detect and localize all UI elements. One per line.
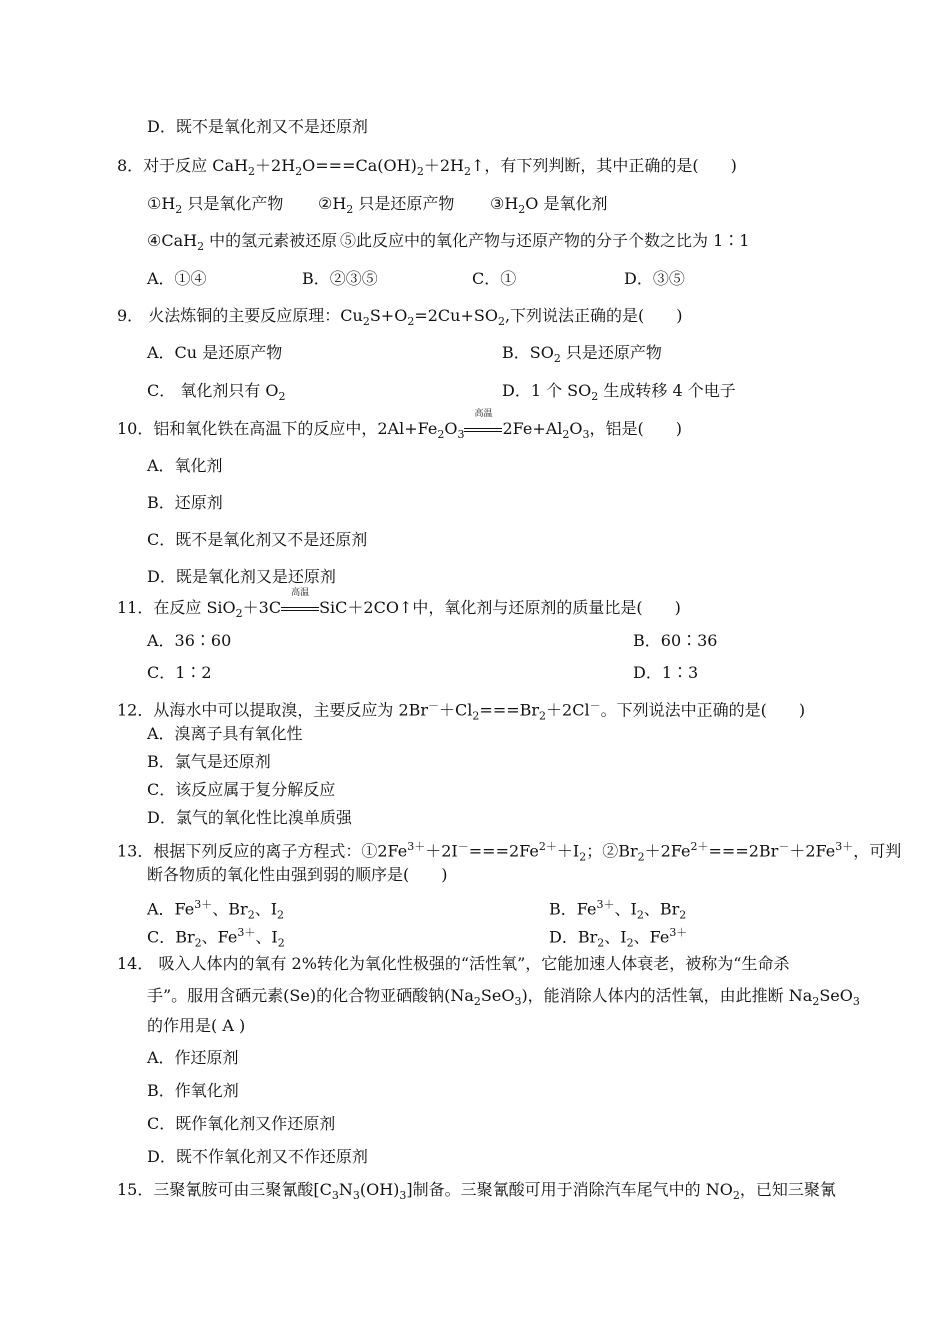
text-segment: A．Fe <box>147 899 195 919</box>
question-14-line-2 <box>147 985 860 1013</box>
subscript: 2 <box>626 936 634 950</box>
text-segment: 、 <box>255 927 272 947</box>
q14-option-a <box>147 1047 239 1069</box>
subscript: 3 <box>582 428 590 442</box>
superscript: 3＋ <box>669 926 688 939</box>
text-segment: 。下列说法中正确的是( ) <box>600 700 806 720</box>
text-segment: C．既不是氧化剂又不是还原剂 <box>147 530 368 549</box>
subscript: 2 <box>362 315 370 329</box>
q7-option-d <box>147 116 368 138</box>
q9-option-b <box>502 342 662 370</box>
text-segment: ⑤此反应中的氧化产物与还原产物的分子个数之比为 1∶1 <box>340 231 750 250</box>
q10-option-a <box>147 455 223 477</box>
subscript: 2 <box>539 709 547 723</box>
text-segment: 、 <box>614 899 631 919</box>
equals-sign <box>464 428 502 432</box>
reaction-condition: 高温 <box>291 588 310 598</box>
subscript: 2 <box>235 607 243 621</box>
q11-option-b <box>633 630 717 652</box>
q11-option-a <box>147 630 231 652</box>
text-segment: B．②③⑤ <box>302 269 378 288</box>
q8-option-c <box>472 268 516 290</box>
text-segment: O <box>444 419 458 438</box>
text-segment: A．36∶60 <box>147 631 232 650</box>
text-segment: 断各物质的氧化性由强到弱的顺序是( ) <box>147 865 448 884</box>
text-segment: C． 氧化剂只有 O <box>147 381 279 400</box>
text-segment: C．① <box>472 269 517 288</box>
text-segment: D．③⑤ <box>624 269 685 288</box>
superscript: 3＋ <box>835 840 854 853</box>
text-segment: ===2Fe <box>468 841 539 861</box>
text-segment: ③H <box>490 194 519 213</box>
text-segment: ＋2Cl <box>546 700 590 720</box>
subscript: 2 <box>472 709 480 723</box>
text-segment: 9． 火法炼铜的主要反应原理：Cu <box>117 306 363 325</box>
text-segment: I <box>271 927 278 947</box>
text-segment: D．1∶3 <box>633 663 699 682</box>
text-segment: ，可判 <box>853 841 902 861</box>
subscript: 2 <box>812 995 820 1009</box>
text-segment: O 是氧化剂 <box>525 194 608 213</box>
text-segment: A．作还原剂 <box>147 1048 239 1067</box>
q8-statement-3 <box>490 193 608 221</box>
text-segment: ，已知三聚氰 <box>739 1180 836 1199</box>
text-segment: ===2Br <box>708 841 779 861</box>
text-segment: )，能消除人体内的活性氧，由此推断 Na <box>521 986 813 1005</box>
text-segment: D．氯气的氧化性比溴单质强 <box>147 808 352 827</box>
q8-statement-4 <box>147 230 337 258</box>
subscript: 2 <box>553 352 561 366</box>
q10-option-c <box>147 529 367 551</box>
text-segment: 2Fe+Al <box>502 419 563 438</box>
text-segment: 、 <box>643 899 660 919</box>
superscript: － <box>778 840 790 853</box>
q11-option-c <box>147 662 212 684</box>
text-segment: 、 <box>254 899 271 919</box>
text-segment: A．①④ <box>147 269 207 288</box>
text-segment: I <box>630 899 637 919</box>
subscript: 2 <box>579 850 587 864</box>
subscript: 2 <box>277 908 285 922</box>
superscript: 2＋ <box>538 840 557 853</box>
subscript: 2 <box>679 908 687 922</box>
q12-option-b <box>147 751 271 773</box>
text-segment: 15．三聚氰胺可由三聚氰酸[C <box>117 1180 332 1199</box>
subscript: 3 <box>514 995 522 1009</box>
text-segment: S+O <box>369 306 408 325</box>
subscript: 2 <box>562 428 570 442</box>
text-segment: 、 <box>604 927 621 947</box>
text-segment: ＋I <box>556 841 580 861</box>
text-segment: SeO <box>480 986 515 1005</box>
subscript: 2 <box>732 1189 740 1203</box>
text-segment: C．1∶2 <box>147 663 212 682</box>
text-segment: ＋2H <box>255 156 296 175</box>
text-segment: Br <box>228 899 248 919</box>
q14-option-c <box>147 1113 335 1135</box>
subscript: 3 <box>852 995 860 1009</box>
text-segment: B．还原剂 <box>147 493 223 512</box>
text-segment: Fe <box>649 927 670 947</box>
text-segment: 8．对于反应 CaH <box>117 156 249 175</box>
subscript: 2 <box>346 203 354 217</box>
superscript: 2＋ <box>690 840 709 853</box>
q8-statement-5 <box>340 230 749 252</box>
text-segment: 只是还原产物 <box>353 194 455 213</box>
subscript: 2 <box>248 165 256 179</box>
superscript: － <box>428 699 440 712</box>
text-segment: ④CaH <box>147 231 198 250</box>
q8-option-a <box>147 268 207 290</box>
text-segment: B．60∶36 <box>633 631 718 650</box>
text-segment: ；②Br <box>586 841 638 861</box>
q9-option-c <box>147 380 286 408</box>
text-segment: O===Ca(OH) <box>302 156 417 175</box>
text-segment: A．溴离子具有氧化性 <box>147 724 303 743</box>
superscript: 3＋ <box>237 926 256 939</box>
text-segment: 13．根据下列反应的离子方程式：①2Fe <box>117 841 408 861</box>
superscript: 3＋ <box>194 898 213 911</box>
text-segment: B．作氧化剂 <box>147 1081 239 1100</box>
text-segment: B．氯气是还原剂 <box>147 752 271 771</box>
q10-option-b <box>147 492 223 514</box>
text-segment: ＋3C <box>242 598 282 617</box>
text-segment: ＋2I <box>425 841 458 861</box>
subscript: 2 <box>277 936 285 950</box>
text-segment: =2Cu+SO <box>414 306 498 325</box>
q12-option-d <box>147 807 352 829</box>
text-segment: D．Br <box>549 927 598 947</box>
text-segment: ＋2Fe <box>789 841 836 861</box>
text-segment: ，铝是( ) <box>589 419 683 438</box>
superscript: － <box>589 699 601 712</box>
subscript: 2 <box>437 428 445 442</box>
text-segment: O <box>569 419 583 438</box>
subscript: 2 <box>597 936 605 950</box>
text-segment: 、 <box>633 927 650 947</box>
subscript: 2 <box>636 908 644 922</box>
subscript: 3 <box>352 1189 360 1203</box>
text-segment: 、 <box>201 927 218 947</box>
text-segment: ＋Cl <box>439 700 473 720</box>
text-segment: C．既作氧化剂又作还原剂 <box>147 1114 336 1133</box>
subscript: 2 <box>194 936 202 950</box>
q13-option-d <box>549 922 687 955</box>
text-segment: D．1 个 SO <box>502 381 592 400</box>
superscript: 3＋ <box>596 898 615 911</box>
text-segment: 只是氧化产物 <box>182 194 284 213</box>
text-segment: SiC＋2CO↑中，氧化剂与还原剂的质量比是( ) <box>319 598 681 617</box>
subscript: 2 <box>247 908 255 922</box>
q8-option-d <box>624 268 685 290</box>
text-segment: 10．铝和氧化铁在高温下的反应中，2Al+Fe <box>117 419 438 438</box>
text-segment: ]制备。三聚氰酸可用于消除汽车尾气中的 NO <box>406 1180 733 1199</box>
subscript: 2 <box>591 390 599 404</box>
text-segment: Br <box>659 899 680 919</box>
question-10 <box>117 409 683 446</box>
reaction-condition-sign <box>281 588 319 619</box>
question-8 <box>117 155 737 183</box>
text-segment: (OH) <box>359 1180 400 1199</box>
text-segment: Fe <box>217 927 238 947</box>
q8-option-b <box>302 268 378 290</box>
equals-sign <box>281 607 319 611</box>
text-segment: B．Fe <box>549 899 597 919</box>
subscript: 3 <box>399 1189 407 1203</box>
text-segment: B．SO <box>502 343 554 362</box>
text-segment: 14． 吸入人体内的氧有 2%转化为氧化性极强的“活性氧”，它能加速人体衰老，被称为“生命杀 <box>117 954 790 973</box>
subscript: 2 <box>637 850 645 864</box>
subscript: 2 <box>497 315 505 329</box>
text-segment: ,下列说法正确的是( ) <box>504 306 683 325</box>
q8-statement-2 <box>318 193 454 221</box>
text-segment: ＋2H <box>423 156 464 175</box>
superscript: 3＋ <box>407 840 426 853</box>
text-segment: C．Br <box>147 927 195 947</box>
text-segment: SeO <box>819 986 853 1005</box>
subscript: 2 <box>416 165 424 179</box>
text-segment: I <box>270 899 278 919</box>
text-segment: ②H <box>318 194 347 213</box>
text-segment: I <box>620 927 627 947</box>
reaction-condition: 高温 <box>474 409 493 419</box>
question-15 <box>117 1179 836 1207</box>
question-13-line-2 <box>147 864 448 886</box>
text-segment: 11．在反应 SiO <box>117 598 236 617</box>
q14-option-d <box>147 1146 368 1168</box>
subscript: 2 <box>295 165 303 179</box>
question-14-line-3 <box>147 1015 245 1037</box>
question-14 <box>117 953 789 975</box>
question-9 <box>117 305 683 333</box>
q13-option-c <box>147 922 285 955</box>
text-segment: 、 <box>212 899 229 919</box>
superscript: － <box>457 840 469 853</box>
q9-option-d <box>502 380 736 408</box>
subscript: 2 <box>278 390 286 404</box>
q14-option-b <box>147 1080 239 1102</box>
reaction-condition-sign <box>464 409 502 440</box>
q10-option-d <box>147 566 336 588</box>
text-segment: A．Cu 是还原产物 <box>147 343 283 362</box>
q11-option-d <box>633 662 698 684</box>
text-segment: ①H <box>147 194 176 213</box>
subscript: 2 <box>473 995 481 1009</box>
text-segment: 手”。服用含硒元素(Se)的化合物亚硒酸钠(Na <box>147 986 474 1005</box>
text-segment: 只是还原产物 <box>560 343 662 362</box>
q12-option-c <box>147 779 335 801</box>
text-segment: 的作用是( A ) <box>147 1016 246 1035</box>
text-segment: D．既不作氧化剂又不作还原剂 <box>147 1147 368 1166</box>
text-segment: 生成转移 4 个电子 <box>598 381 736 400</box>
text-segment: ===Br <box>479 700 540 720</box>
question-11 <box>117 588 681 625</box>
text-segment: D．既不是氧化剂又不是还原剂 <box>147 117 368 136</box>
text-segment: A．氧化剂 <box>147 456 223 475</box>
subscript: 3 <box>457 428 465 442</box>
subscript: 3 <box>331 1189 339 1203</box>
text-segment: ＋2Fe <box>644 841 691 861</box>
subscript: 2 <box>175 203 183 217</box>
subscript: 2 <box>197 240 205 254</box>
q8-statement-1 <box>147 193 283 221</box>
subscript: 2 <box>463 165 471 179</box>
text-segment: 中的氢元素被还原 <box>204 231 338 250</box>
text-segment: 12．从海水中可以提取溴，主要反应为 2Br <box>117 700 429 720</box>
q9-option-a <box>147 342 282 364</box>
text-segment: C．该反应属于复分解反应 <box>147 780 336 799</box>
text-segment: D．既是氧化剂又是还原剂 <box>147 567 336 586</box>
q12-option-a <box>147 723 303 745</box>
text-segment: N <box>338 1180 353 1199</box>
subscript: 2 <box>407 315 415 329</box>
text-segment: ↑，有下列判断，其中正确的是( ) <box>470 156 737 175</box>
subscript: 2 <box>518 203 526 217</box>
